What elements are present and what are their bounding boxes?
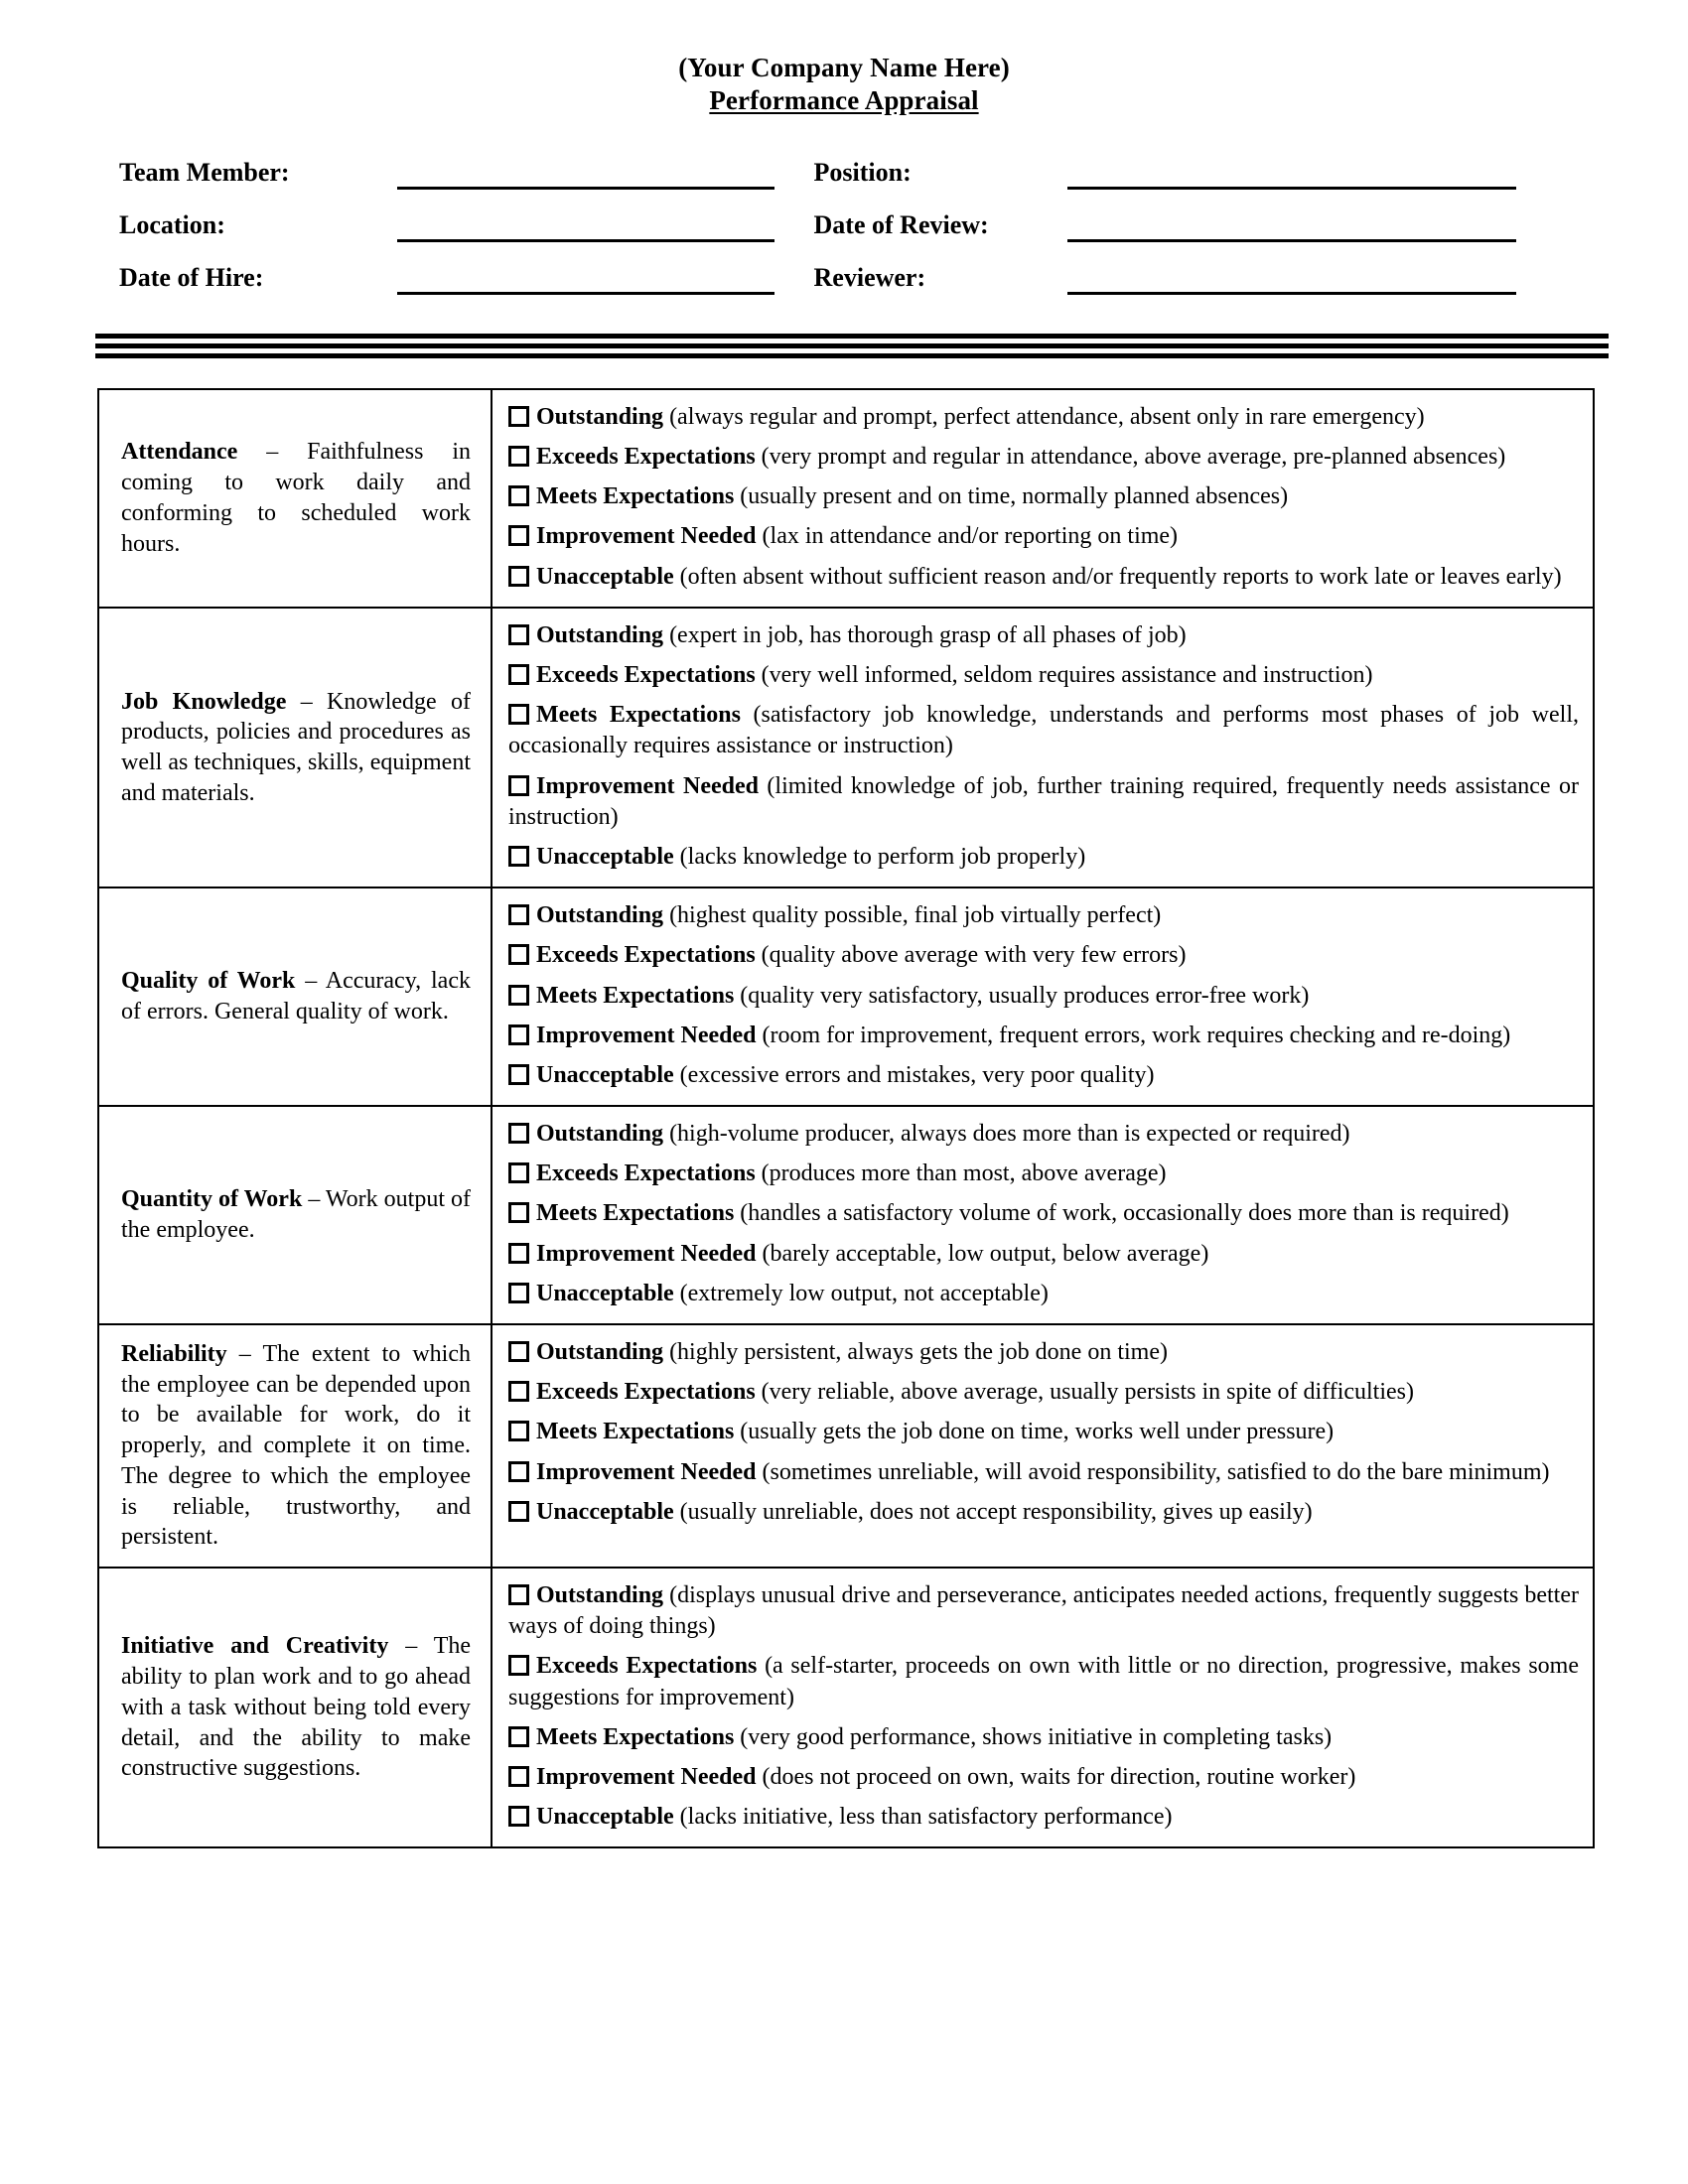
document-title-block [0,0,1688,117]
rating-option-description: (usually unreliable, does not accept responsibility, gives up easily) [673,1498,1313,1525]
rating-option[interactable] [508,442,1579,473]
checkbox-icon[interactable] [508,1341,529,1362]
rating-option[interactable] [508,1497,1579,1528]
criterion-description: Work output of the employee. [121,1186,471,1244]
company-name-title: (Your Company Name Here) [678,53,1010,82]
rating-option[interactable] [508,481,1579,512]
rating-option-label: Improvement Needed [536,1240,757,1267]
rating-option-label: Outstanding [536,1582,664,1609]
field-write-in-line[interactable] [397,209,774,242]
criterion-text [121,437,471,559]
rating-option-description: (handles a satisfactory volume of work, occasionally does more than is required) [734,1200,1509,1227]
field-write-in-line[interactable] [1067,262,1516,295]
rating-option-label: Exceeds Expectations [536,1653,758,1680]
rating-option-label: Exceeds Expectations [536,1379,756,1406]
checkbox-icon[interactable] [508,566,529,587]
rating-option-description: (expert in job, has thorough grasp of all phases of job) [663,621,1187,648]
checkbox-icon[interactable] [508,1655,529,1676]
rating-option-description: (highly persistent, always gets the job done on time) [663,1339,1168,1365]
checkbox-icon[interactable] [508,775,529,796]
table-row [98,1568,1594,1847]
rating-option-description: (always regular and prompt, perfect attendance, absent only in rare emergency) [663,403,1425,430]
rating-option[interactable] [508,981,1579,1012]
field-label: Location: [119,209,225,239]
rating-options-cell [492,608,1594,887]
rating-option-label: Exceeds Expectations [536,662,756,688]
divider-bar-bottom [95,353,1609,358]
rating-option-description: (very good performance, shows initiative in completing tasks) [734,1723,1333,1750]
criterion-description: Faithfulness in coming to work daily and conforming to scheduled work hours. [121,439,471,557]
criterion-dash: – [295,968,326,995]
criterion-cell [98,1106,492,1324]
rating-option[interactable] [508,1802,1579,1833]
rating-options-cell [492,887,1594,1106]
checkbox-icon[interactable] [508,446,529,467]
rating-option-label: Meets Expectations [536,1200,735,1227]
criterion-cell [98,389,492,608]
rating-option-label: Outstanding [536,403,664,430]
rating-option-description: (lacks initiative, less than satisfactory performance) [673,1804,1173,1831]
checkbox-icon[interactable] [508,1243,529,1264]
rating-option-description: (sometimes unreliable, will avoid responsibility, satisfied to do the bare minimum) [756,1458,1550,1485]
rating-option-label: Improvement Needed [536,523,757,550]
rating-option-description: (a self-starter, proceeds on own with little or no direction, progressive, makes some suggestions for improvement) [508,1653,1579,1710]
rating-option[interactable] [508,660,1579,691]
criterion-text [121,1184,471,1245]
table-row [98,608,1594,887]
header-field-left [119,209,814,242]
criterion-description: The ability to plan work and to go ahead with a task without being told every detail, and the ability to make constructive suggestions. [121,1633,471,1782]
rating-option-description: (usually present and on time, normally planned absences) [734,483,1289,510]
criterion-dash: – [302,1186,326,1213]
criterion-text [121,1339,471,1553]
table-row [98,1106,1594,1324]
rating-option-label: Exceeds Expectations [536,444,756,471]
rating-option[interactable] [508,562,1579,593]
criterion-name: Initiative and Creativity [121,1633,389,1660]
table-row [98,1324,1594,1568]
rating-option-label: Meets Expectations [536,982,735,1009]
checkbox-icon[interactable] [508,406,529,427]
checkbox-icon[interactable] [508,1766,529,1787]
header-field-right [814,262,1593,295]
rating-option-label: Improvement Needed [536,772,759,799]
criterion-name: Quality of Work [121,968,296,995]
criterion-text [121,966,471,1026]
rating-option[interactable] [508,1021,1579,1051]
rating-option[interactable] [508,842,1579,873]
rating-option[interactable] [508,1762,1579,1793]
checkbox-icon[interactable] [508,664,529,685]
rating-option-label: Unacceptable [536,1280,674,1306]
rating-option-label: Meets Expectations [536,1419,735,1445]
field-label: Date of Review: [813,209,989,239]
rating-option-description: (very well informed, seldom requires assistance and instruction) [755,662,1373,688]
rating-option-description: (displays unusual drive and perseverance, anticipates needed actions, frequently suggests better ways of doing things) [508,1582,1579,1640]
rating-option[interactable] [508,1198,1579,1229]
criterion-cell [98,887,492,1106]
rating-option[interactable] [508,1119,1579,1150]
checkbox-icon[interactable] [508,846,529,867]
field-label: Position: [813,157,912,187]
rating-option[interactable] [508,1722,1579,1753]
rating-option-description: (very reliable, above average, usually persists in spite of difficulties) [755,1379,1414,1406]
criterion-name: Job Knowledge [121,688,287,715]
rating-option[interactable] [508,900,1579,931]
field-write-in-line[interactable] [1067,209,1516,242]
checkbox-icon[interactable] [508,1283,529,1303]
field-label: Date of Hire: [119,262,264,292]
rating-options-cell [492,1324,1594,1568]
rating-option-description: (quality above average with very few errors) [755,942,1187,969]
criterion-text [121,687,471,809]
rating-option-description: (does not proceed on own, waits for direction, routine worker) [756,1763,1356,1790]
rating-option-label: Unacceptable [536,1804,674,1831]
header-field-right [814,209,1593,242]
rating-options-cell [492,389,1594,608]
header-divider-rule [95,334,1609,358]
rating-options-cell [492,1106,1594,1324]
checkbox-icon[interactable] [508,1421,529,1441]
checkbox-icon[interactable] [508,1461,529,1482]
field-label: Reviewer: [813,262,926,292]
rating-option[interactable] [508,1159,1579,1189]
header-field-row [119,262,1593,315]
rating-option-label: Meets Expectations [536,1723,735,1750]
checkbox-icon[interactable] [508,1726,529,1747]
rating-option-description: (usually gets the job done on time, works well under pressure) [734,1419,1335,1445]
rating-option[interactable] [508,1060,1579,1091]
checkbox-icon[interactable] [508,1501,529,1522]
criterion-cell [98,1568,492,1847]
checkbox-icon[interactable] [508,525,529,546]
header-field-left [119,157,814,190]
rating-option[interactable] [508,521,1579,552]
criterion-description: Knowledge of products, policies and procedures as well as techniques, skills, equipment and materials. [121,688,471,806]
checkbox-icon[interactable] [508,904,529,925]
rating-option[interactable] [508,620,1579,651]
field-write-in-line[interactable] [1067,157,1516,190]
rating-option-description: (produces more than most, above average) [755,1160,1167,1187]
rating-option-label: Exceeds Expectations [536,942,756,969]
document-subtitle: Performance Appraisal [709,84,979,115]
criterion-cell [98,608,492,887]
rating-option[interactable] [508,1239,1579,1270]
rating-option-description: (room for improvement, frequent errors, work requires checking and re-doing) [756,1022,1511,1048]
criterion-dash: – [388,1633,434,1660]
rating-option-description: (extremely low output, not acceptable) [673,1280,1049,1306]
checkbox-icon[interactable] [508,624,529,645]
rating-option-description: (lax in attendance and/or reporting on time) [756,523,1179,550]
checkbox-icon[interactable] [508,1202,529,1223]
rating-option-label: Meets Expectations [536,702,741,729]
rating-option[interactable] [508,1377,1579,1408]
rating-option[interactable] [508,1279,1579,1309]
checkbox-icon[interactable] [508,985,529,1006]
table-row [98,887,1594,1106]
header-field-row [119,157,1593,209]
rating-option-description: (excessive errors and mistakes, very poor quality) [673,1061,1155,1088]
rating-option-label: Exceeds Expectations [536,1160,756,1187]
rating-option-label: Improvement Needed [536,1763,757,1790]
checkbox-icon[interactable] [508,1162,529,1183]
criterion-description: Accuracy, lack of errors. General quality of work. [121,968,471,1025]
rating-option[interactable] [508,771,1579,833]
rating-option-description: (quality very satisfactory, usually produces error-free work) [734,982,1310,1009]
checkbox-icon[interactable] [508,1806,529,1827]
header-field-left [119,262,814,295]
rating-option-label: Outstanding [536,621,664,648]
rating-option-description: (limited knowledge of job, further training required, frequently needs assistance or instruction) [508,772,1579,830]
performance-rating-table [97,388,1595,1848]
criterion-cell [98,1324,492,1568]
rating-option[interactable] [508,700,1579,761]
field-label: Team Member: [119,157,290,187]
rating-option-label: Outstanding [536,1121,664,1148]
header-field-row [119,209,1593,262]
criterion-name: Reliability [121,1341,227,1367]
rating-option[interactable] [508,940,1579,971]
criterion-description: The extent to which the employee can be depended upon to be available for work, do it properly, and complete it on time. The degree to which the employee is reliable, trustworthy, and persistent. [121,1341,471,1551]
checkbox-icon[interactable] [508,485,529,506]
rating-option-label: Unacceptable [536,1061,674,1088]
rating-option-label: Improvement Needed [536,1022,757,1048]
rating-option-description: (very prompt and regular in attendance, above average, pre-planned absences) [755,444,1506,471]
rating-option-description: (often absent without sufficient reason and/or frequently reports to work late or leaves early) [673,563,1562,590]
criterion-name: Attendance [121,439,238,466]
rating-option[interactable] [508,1580,1579,1642]
criterion-text [121,1631,471,1784]
rating-option-description: (lacks knowledge to perform job properly) [673,843,1086,870]
header-field-right [814,157,1593,190]
checkbox-icon[interactable] [508,944,529,965]
criterion-dash: – [286,688,328,715]
rating-option-label: Unacceptable [536,1498,674,1525]
rating-option[interactable] [508,402,1579,433]
checkbox-icon[interactable] [508,1024,529,1045]
rating-option-label: Outstanding [536,902,664,929]
checkbox-icon[interactable] [508,1584,529,1605]
rating-option[interactable] [508,1417,1579,1447]
criterion-dash: – [226,1341,263,1367]
rating-option-label: Meets Expectations [536,483,735,510]
table-row [98,389,1594,608]
checkbox-icon[interactable] [508,1381,529,1402]
field-write-in-line[interactable] [397,262,774,295]
rating-options-cell [492,1568,1594,1847]
rating-option-label: Improvement Needed [536,1458,757,1485]
criterion-name: Quantity of Work [121,1186,303,1213]
rating-option-description: (highest quality possible, final job virtually perfect) [663,902,1162,929]
rating-option[interactable] [508,1337,1579,1368]
checkbox-icon[interactable] [508,1064,529,1085]
header-fields [0,157,1688,315]
rating-option[interactable] [508,1651,1579,1712]
rating-option[interactable] [508,1457,1579,1488]
criterion-dash: – [237,439,308,466]
rating-option-label: Unacceptable [536,563,674,590]
rating-option-description: (satisfactory job knowledge, understands and performs most phases of job well, occasionally requires assistance or instruction) [508,702,1579,759]
rating-option-label: Unacceptable [536,843,674,870]
rating-option-description: (high-volume producer, always does more than is expected or required) [663,1121,1350,1148]
rating-option-label: Outstanding [536,1339,664,1365]
rating-option-description: (barely acceptable, low output, below average) [756,1240,1209,1267]
checkbox-icon[interactable] [508,704,529,725]
field-write-in-line[interactable] [397,157,774,190]
checkbox-icon[interactable] [508,1123,529,1144]
